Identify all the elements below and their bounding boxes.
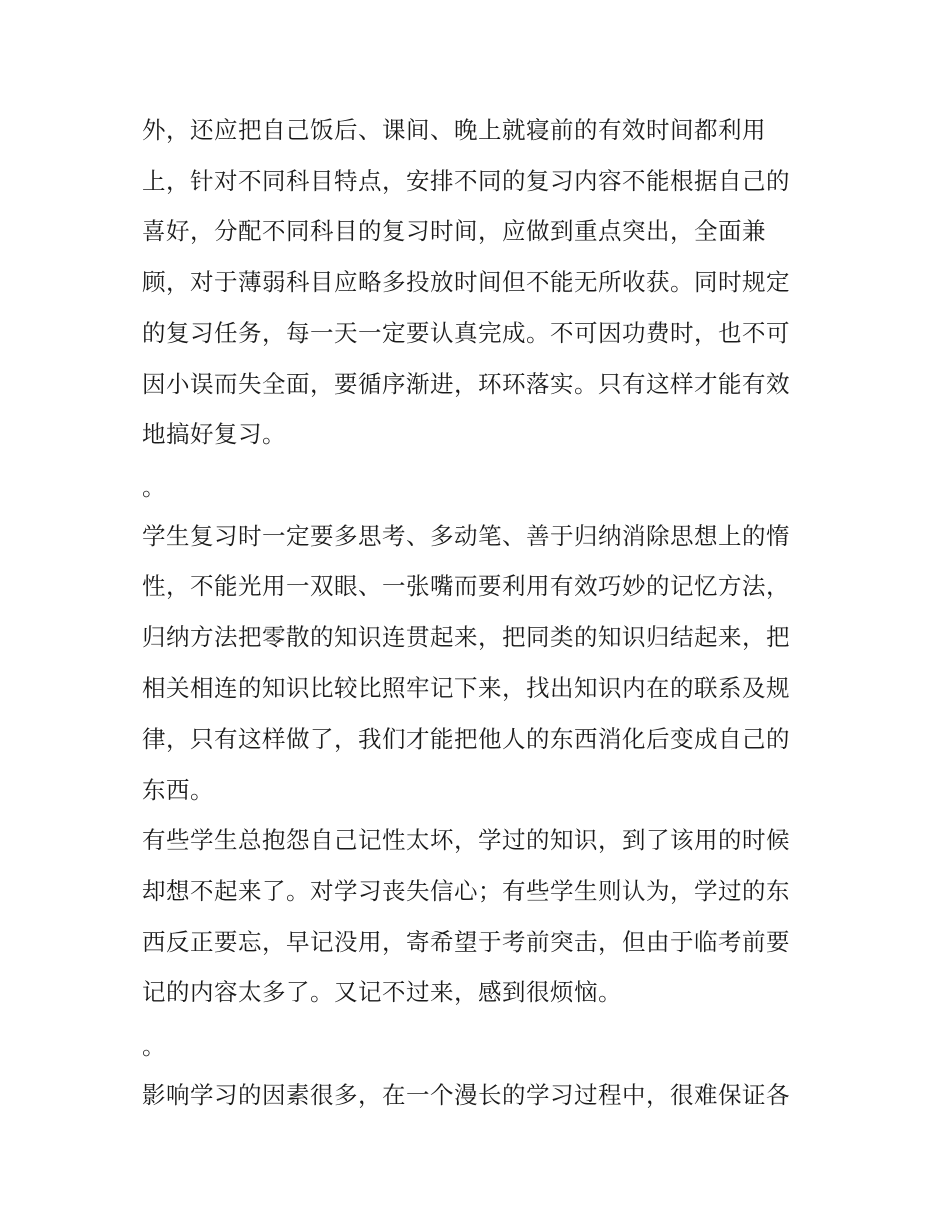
text-line: 。 — [142, 473, 166, 501]
text-line: 。 — [142, 1032, 166, 1060]
text-line: 地搞好复习。 — [142, 420, 286, 448]
text-line: 喜好，分配不同科目的复习时间，应做到重点突出，全面兼 — [142, 217, 766, 245]
text-line: 东西。 — [142, 776, 214, 804]
text-line: 学生复习时一定要多思考、多动笔、善于归纳消除思想上的惰 — [142, 522, 790, 550]
text-line: 律，只有这样做了，我们才能把他人的东西消化后变成自己的 — [142, 725, 790, 753]
text-line: 上，针对不同科目特点，安排不同的复习内容不能根据自己的 — [142, 167, 790, 195]
text-line: 性，不能光用一双眼、一张嘴而要利用有效巧妙的记忆方法， — [142, 572, 790, 600]
text-line: 归纳方法把零散的知识连贯起来，把同类的知识归结起来，把 — [142, 623, 790, 651]
text-line: 顾，对于薄弱科目应略多投放时间但不能无所收获。同时规定 — [142, 268, 790, 296]
text-line: 因小误而失全面，要循序渐进，环环落实。只有这样才能有效 — [142, 370, 790, 398]
text-line: 有些学生总抱怨自己记性太坏，学过的知识，到了该用的时候 — [142, 826, 790, 854]
text-line: 的复习任务，每一天一定要认真完成。不可因功费时，也不可 — [142, 319, 790, 347]
text-line: 外，还应把自己饭后、课间、晚上就寝前的有效时间都利用 — [142, 116, 766, 144]
text-line: 西反正要忘，早记没用，寄希望于考前突击，但由于临考前要 — [142, 928, 790, 956]
text-line: 相关相连的知识比较比照牢记下来，找出知识内在的联系及规 — [142, 674, 790, 702]
text-line: 记的内容太多了。又记不过来，感到很烦恼。 — [142, 978, 622, 1006]
text-line: 影响学习的因素很多，在一个漫长的学习过程中，很难保证各 — [142, 1081, 790, 1109]
text-line: 却想不起来了。对学习丧失信心；有些学生则认为，学过的东 — [142, 877, 790, 905]
